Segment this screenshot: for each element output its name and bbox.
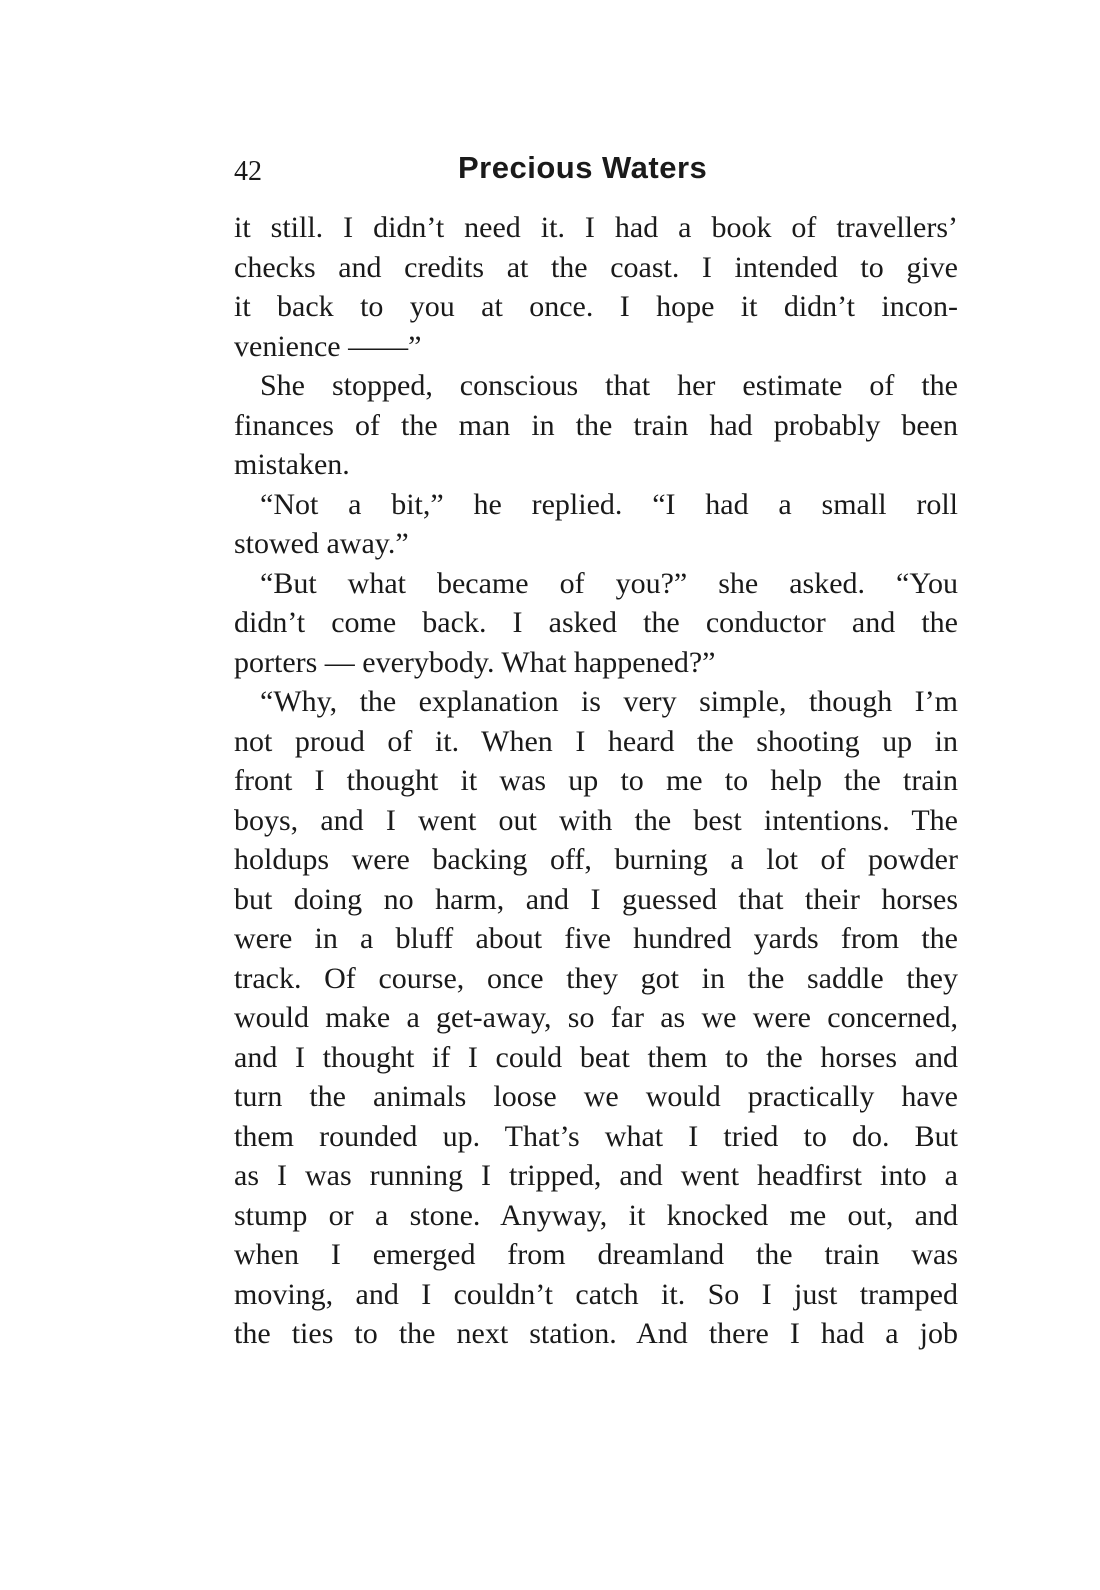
text-line: “But what became of you?” she asked. “You bbox=[260, 566, 958, 600]
text-line: “Why, the explanation is very simple, though I’m bbox=[260, 685, 958, 718]
page-number: 42 bbox=[234, 156, 262, 187]
text-line: and I thought if I could beat them to the horses and bbox=[234, 1040, 958, 1074]
text-line: it back to you at once. I hope it didn’t incon- bbox=[234, 290, 958, 323]
text-line: boys, and I went out with the best intentions. The bbox=[234, 803, 958, 837]
text-line: not proud of it. When I heard the shooting up in bbox=[234, 724, 958, 758]
text-line: “Not a bit,” he replied. “I had a small roll bbox=[260, 487, 958, 521]
text-line: but doing no harm, and I guessed that their horses bbox=[234, 882, 958, 916]
text-line: moving, and I couldn’t catch it. So I just tramped bbox=[234, 1277, 958, 1311]
text-line: She stopped, conscious that her estimate of the bbox=[260, 369, 958, 402]
text-line: didn’t come back. I asked the conductor and the bbox=[234, 606, 958, 639]
text-line: front I thought it was up to me to help the train bbox=[234, 764, 958, 797]
text-line: the ties to the next station. And there I had a job bbox=[234, 1317, 958, 1350]
text-line: venience ——” bbox=[234, 329, 422, 363]
text-line: when I emerged from dreamland the train was bbox=[234, 1238, 958, 1271]
text-line: holdups were backing off, burning a lot of powder bbox=[234, 843, 958, 876]
text-line: finances of the man in the train had probably been bbox=[234, 408, 958, 442]
running-title: Precious Waters bbox=[458, 150, 708, 185]
text-line: stump or a stone. Anyway, it knocked me out, and bbox=[234, 1198, 958, 1232]
text-line: as I was running I tripped, and went headfirst into a bbox=[234, 1159, 958, 1192]
text-line: it still. I didn’t need it. I had a book of travellers’ bbox=[234, 211, 958, 244]
text-line: were in a bluff about five hundred yards from the bbox=[234, 922, 958, 955]
running-head bbox=[234, 150, 958, 196]
text-line: porters — everybody. What happened?” bbox=[234, 645, 716, 679]
body-text bbox=[234, 208, 958, 1354]
text-line: track. Of course, once they got in the saddle they bbox=[234, 961, 958, 995]
text-line: turn the animals loose we would practically have bbox=[234, 1080, 958, 1113]
text-line: checks and credits at the coast. I intended to give bbox=[234, 250, 958, 284]
text-line: would make a get-away, so far as we were concerned, bbox=[234, 1001, 958, 1034]
text-line: mistaken. bbox=[234, 448, 350, 481]
text-line: them rounded up. That’s what I tried to do. But bbox=[234, 1119, 958, 1153]
text-line: stowed away.” bbox=[234, 527, 409, 560]
